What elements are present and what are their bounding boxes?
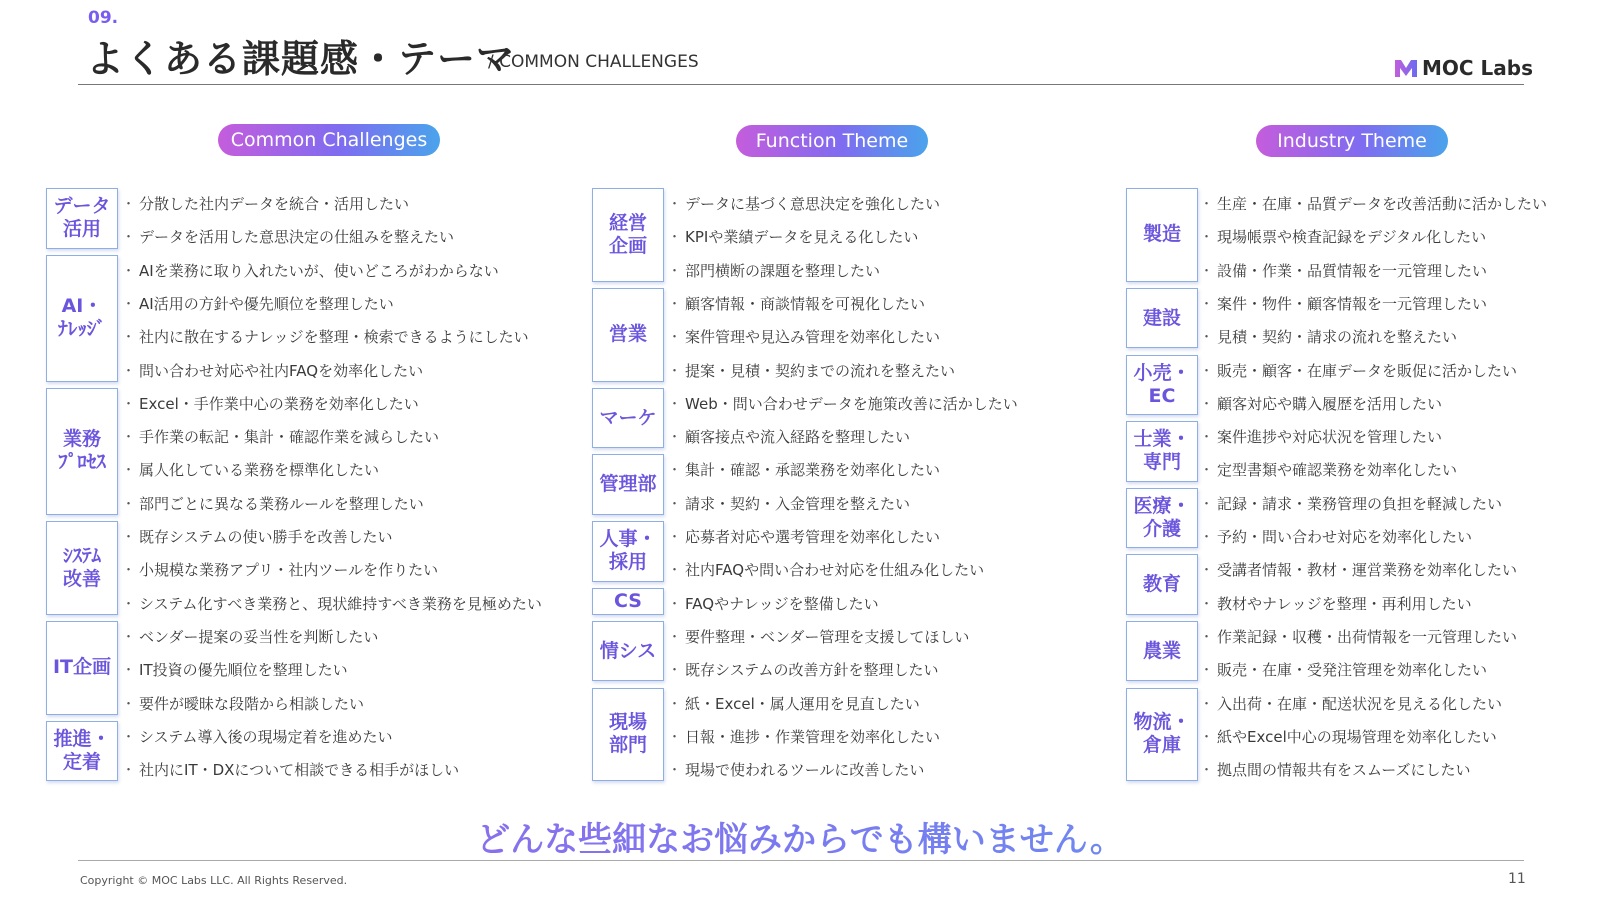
challenge-item: ・ 社内FAQや問い合わせ対応を仕組み化したい xyxy=(668,560,984,582)
challenge-item: ・ FAQやナレッジを整備したい xyxy=(668,594,879,616)
category-label: 業務 ﾌﾟﾛｾｽ xyxy=(46,388,118,515)
challenge-item: ・ 提案・見積・契約までの流れを整えたい xyxy=(668,361,955,383)
challenge-item: ・ システム化すべき業務と、現状維持すべき業務を見極めたい xyxy=(122,594,542,616)
category-label: 情シス xyxy=(592,621,664,682)
category-label: 建設 xyxy=(1126,288,1198,349)
challenge-item: ・ 属人化している業務を標準化したい xyxy=(122,460,379,482)
challenge-item: ・ 作業記録・収穫・出荷情報を一元管理したい xyxy=(1200,627,1517,649)
copyright: Copyright © MOC Labs LLC. All Rights Reserved. xyxy=(80,874,348,887)
challenge-item: ・ AIを業務に取り入れたいが、使いどころがわからない xyxy=(122,261,499,283)
challenge-item: ・ 現場で使われるツールに改善したい xyxy=(668,760,924,782)
challenge-item: ・ 応募者対応や選考管理を効率化したい xyxy=(668,527,940,549)
footer-divider xyxy=(78,860,1524,861)
challenge-item: ・ 案件・物件・顧客情報を一元管理したい xyxy=(1200,294,1487,316)
challenge-item: ・ 教材やナレッジを整理・再利用したい xyxy=(1200,594,1472,616)
category-label: 士業・ 専門 xyxy=(1126,421,1198,482)
challenge-item: ・ 販売・顧客・在庫データを販促に活かしたい xyxy=(1200,361,1517,383)
category-label: 小売・ EC xyxy=(1126,355,1198,416)
category-label: IT企画 xyxy=(46,621,118,715)
challenge-item: ・ 予約・問い合わせ対応を効率化したい xyxy=(1200,527,1472,549)
challenge-item: ・ 社内にIT・DXについて相談できる相手がほしい xyxy=(122,760,459,782)
column-heading-pill: Common Challenges xyxy=(218,124,440,156)
challenge-item: ・ 受講者情報・教材・運営業務を効率化したい xyxy=(1200,560,1517,582)
challenge-item: ・ 案件管理や見込み管理を効率化したい xyxy=(668,327,940,349)
page-title: よくある課題感・テーマ xyxy=(86,37,516,81)
challenge-item: ・ 要件が曖昧な段階から相談したい xyxy=(122,694,364,716)
brand-logo xyxy=(1394,56,1533,80)
challenge-item: ・ 分散した社内データを統合・活用したい xyxy=(122,194,409,216)
page-number: 11 xyxy=(1508,871,1526,887)
category-label: データ 活用 xyxy=(46,188,118,249)
category-label: 推進・ 定着 xyxy=(46,721,118,782)
category-label: 医療・ 介護 xyxy=(1126,488,1198,549)
category-label: 農業 xyxy=(1126,621,1198,682)
challenge-item: ・ 既存システムの改善方針を整理したい xyxy=(668,660,939,682)
challenge-item: ・ 紙やExcel中心の現場管理を効率化したい xyxy=(1200,727,1497,749)
challenge-item: ・ 請求・契約・入金管理を整えたい xyxy=(668,494,910,516)
challenge-item: ・ 現場帳票や検査記録をデジタル化したい xyxy=(1200,227,1486,249)
challenge-item: ・ 要件整理・ベンダー管理を支援してほしい xyxy=(668,627,969,649)
challenge-item: ・ システム導入後の現場定着を進めたい xyxy=(122,727,393,749)
challenge-item: ・ IT投資の優先順位を整理したい xyxy=(122,660,348,682)
challenge-item: ・ 顧客情報・商談情報を可視化したい xyxy=(668,294,925,316)
header-divider xyxy=(78,84,1524,85)
challenge-item: ・ データに基づく意思決定を強化したい xyxy=(668,194,940,216)
challenge-item: ・ データを活用した意思決定の仕組みを整えたい xyxy=(122,227,454,249)
challenge-item: ・ 部門横断の課題を整理したい xyxy=(668,261,880,283)
challenge-item: ・ Web・問い合わせデータを施策改善に活かしたい xyxy=(668,394,1018,416)
category-label: CS xyxy=(592,588,664,615)
category-label: 物流・ 倉庫 xyxy=(1126,688,1198,782)
challenge-item: ・ 既存システムの使い勝手を改善したい xyxy=(122,527,393,549)
challenge-item: ・ 見積・契約・請求の流れを整えたい xyxy=(1200,327,1457,349)
challenge-item: ・ 社内に散在するナレッジを整理・検索できるようにしたい xyxy=(122,327,529,349)
challenge-item: ・ 小規模な業務アプリ・社内ツールを作りたい xyxy=(122,560,438,582)
challenge-item: ・ Excel・手作業中心の業務を効率化したい xyxy=(122,394,419,416)
challenge-item: ・ 生産・在庫・品質データを改善活動に活かしたい xyxy=(1200,194,1547,216)
category-label: 教育 xyxy=(1126,554,1198,615)
challenge-item: ・ 日報・進捗・作業管理を効率化したい xyxy=(668,727,940,749)
category-label: 経営 企画 xyxy=(592,188,664,282)
page-subtitle: / COMMON CHALLENGES xyxy=(488,52,699,72)
category-label: 営業 xyxy=(592,288,664,382)
category-label: 人事・ 採用 xyxy=(592,521,664,582)
logo-text: MOC Labs xyxy=(1422,56,1534,80)
challenge-item: ・ 入出荷・在庫・配送状況を見える化したい xyxy=(1200,694,1502,716)
category-label: ｼｽﾃﾑ 改善 xyxy=(46,521,118,615)
closing-message: どんな些細なお悩みからでも構いません。 xyxy=(0,812,1600,861)
category-label: 管理部 xyxy=(592,454,664,515)
challenge-item: ・ 紙・Excel・属人運用を見直したい xyxy=(668,694,920,716)
challenge-item: ・ 顧客接点や流入経路を整理したい xyxy=(668,427,910,449)
challenge-item: ・ 設備・作業・品質情報を一元管理したい xyxy=(1200,261,1487,283)
challenge-item: ・ 集計・確認・承認業務を効率化したい xyxy=(668,460,940,482)
challenge-item: ・ 販売・在庫・受発注管理を効率化したい xyxy=(1200,660,1487,682)
section-number: 09. xyxy=(88,8,119,28)
category-label: AI・ ﾅﾚｯｼﾞ xyxy=(46,255,118,382)
column-heading-pill: Industry Theme xyxy=(1256,125,1448,157)
challenge-item: ・ 定型書類や確認業務を効率化したい xyxy=(1200,460,1457,482)
challenge-item: ・ KPIや業績データを見える化したい xyxy=(668,227,918,249)
challenge-item: ・ 問い合わせ対応や社内FAQを効率化したい xyxy=(122,361,423,383)
challenge-item: ・ 記録・請求・業務管理の負担を軽減したい xyxy=(1200,494,1502,516)
challenge-item: ・ 顧客対応や購入履歴を活用したい xyxy=(1200,394,1442,416)
category-label: 製造 xyxy=(1126,188,1198,282)
challenge-item: ・ 案件進捗や対応状況を管理したい xyxy=(1200,427,1442,449)
challenge-item: ・ 拠点間の情報共有をスムーズにしたい xyxy=(1200,760,1471,782)
challenge-item: ・ AI活用の方針や優先順位を整理したい xyxy=(122,294,394,316)
column-heading-pill: Function Theme xyxy=(736,125,928,157)
challenge-item: ・ 手作業の転記・集計・確認作業を減らしたい xyxy=(122,427,439,449)
challenge-item: ・ ベンダー提案の妥当性を判断したい xyxy=(122,627,378,649)
challenge-item: ・ 部門ごとに異なる業務ルールを整理したい xyxy=(122,494,424,516)
category-label: 現場 部門 xyxy=(592,688,664,782)
moc-logo-icon xyxy=(1394,58,1418,78)
category-label: マーケ xyxy=(592,388,664,449)
